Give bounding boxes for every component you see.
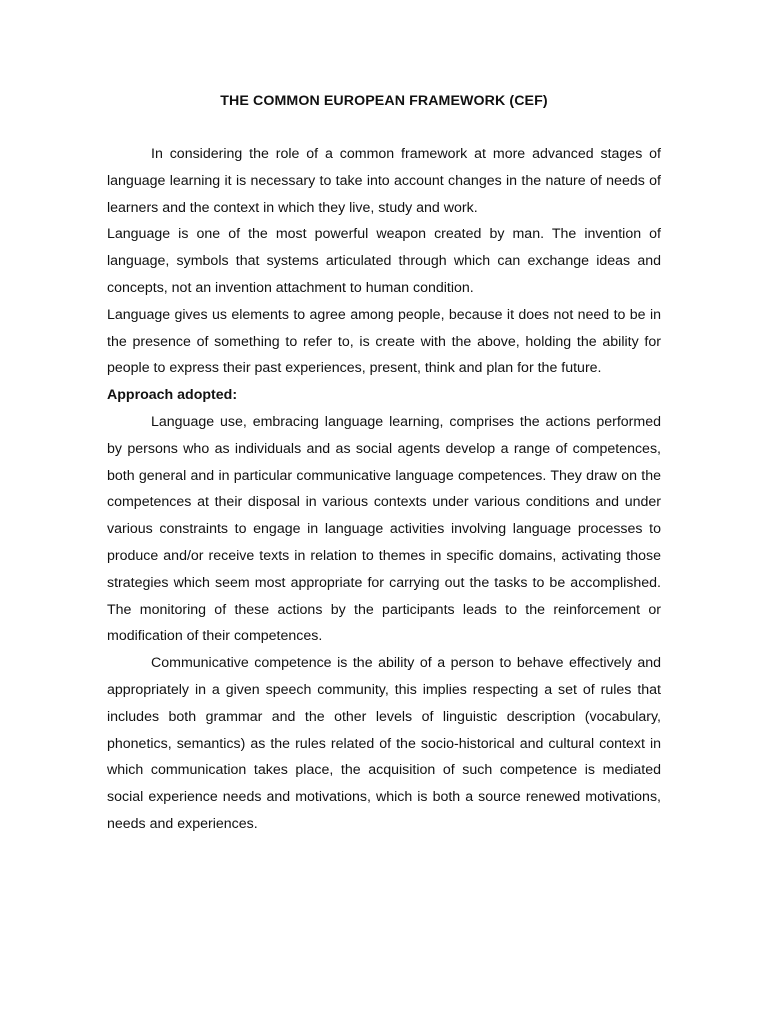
section-heading-approach: Approach adopted: (107, 387, 238, 404)
paragraph-language-weapon: Language is one of the most powerful weapon created by man. The invention of language, symbols that systems articulated through which can exchange ideas and concepts, not an invention attachment to human condition. (107, 226, 661, 296)
paragraph-intro: In considering the role of a common framework at more advanced stages of language learning it is necessary to take into account changes in the nature of needs of learners and the context in which they live, study and work. (107, 146, 661, 216)
document-body (107, 141, 661, 838)
paragraph-language-elements: Language gives us elements to agree among people, because it does not need to be in the presence of something to refer to, is create with the above, holding the ability for people to express their past experiences, present, think and plan for the future. (107, 306, 661, 377)
document-title: THE COMMON EUROPEAN FRAMEWORK (CEF) (220, 93, 548, 109)
paragraph-communicative-competence: Communicative competence is the ability of a person to behave effectively and appropriately in a given speech community, this implies respecting a set of rules that includes both grammar and the other levels of linguistic description (vocabulary, phonetics, semantics) as the rules related of the socio-historical and cultural context in which communication takes place, the acquisition of such competence is mediated social experience needs and motivations, which is both a source renewed motivations, needs and experiences. (107, 655, 661, 832)
paragraph-language-use: Language use, embracing language learning, comprises the actions performed by persons who as individuals and as social agents develop a range of competences, both general and in particular communicative language competences. They draw on the competences at their disposal in various contexts under various conditions and under various constraints to engage in language activities involving language processes to produce and/or receive texts in relation to themes in specific domains, activating those strategies which seem most appropriate for carrying out the tasks to be accomplished. The monitoring of these actions by the participants leads to the reinforcement or modification of their competences. (107, 413, 661, 645)
